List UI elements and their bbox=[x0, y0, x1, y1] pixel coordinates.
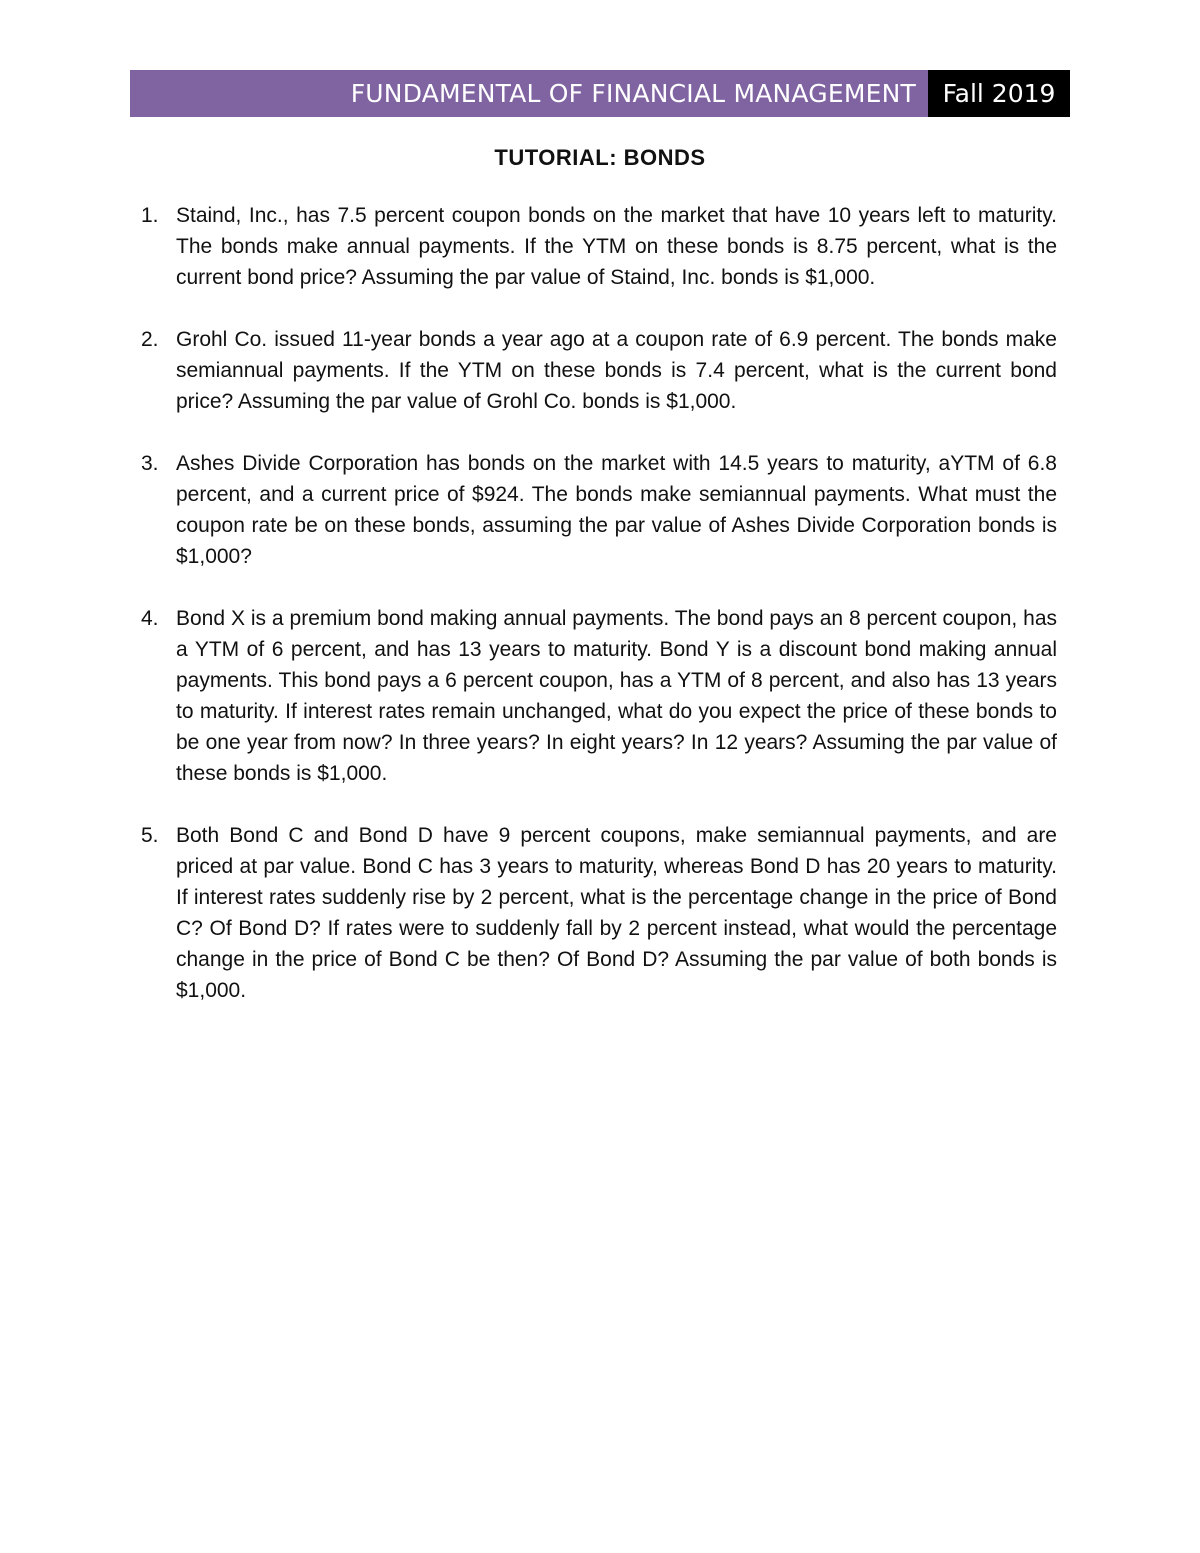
course-title: FUNDAMENTAL OF FINANCIAL MANAGEMENT bbox=[350, 79, 916, 108]
question-item bbox=[141, 603, 1057, 789]
question-number: 5. bbox=[141, 824, 159, 847]
question-number: 1. bbox=[141, 204, 159, 227]
page-header bbox=[130, 70, 1070, 117]
question-number: 4. bbox=[141, 607, 159, 630]
question-text: Ashes Divide Corporation has bonds on the market with 14.5 years to maturity, aYTM of 6.8 percent, and a current price of $924. The bonds make semiannual payments. What must the coupon rate be on these bonds, assuming the par value of Ashes Divide Corporation bonds is $1,000? bbox=[176, 452, 1057, 568]
question-text: Bond X is a premium bond making annual payments. The bond pays an 8 percent coupon, has a YTM of 6 percent, and has 13 years to maturity. Bond Y is a discount bond making annual payments. This bond pays a 6 percent coupon, has a YTM of 8 percent, and also has 13 years to maturity. If interest rates remain unchanged, what do you expect the price of these bonds to be one year from now? In three years? In eight years? In 12 years? Assuming the par value of these bonds is $1,000. bbox=[176, 607, 1057, 785]
question-text: Staind, Inc., has 7.5 percent coupon bonds on the market that have 10 years left to maturity. The bonds make annual payments. If the YTM on these bonds is 8.75 percent, what is the current bond price? Assuming the par value of Staind, Inc. bonds is $1,000. bbox=[176, 204, 1057, 289]
question-number: 2. bbox=[141, 328, 159, 351]
question-item bbox=[141, 820, 1057, 1006]
question-item bbox=[141, 448, 1057, 572]
question-text: Both Bond C and Bond D have 9 percent coupons, make semiannual payments, and are priced at par value. Bond C has 3 years to maturity, whereas Bond D has 20 years to maturity. If interest rates suddenly rise by 2 percent, what is the percentage change in the price of Bond C? Of Bond D? If rates were to suddenly fall by 2 percent instead, what would the percentage change in the price of Bond C be then? Of Bond D? Assuming the par value of both bonds is $1,000. bbox=[176, 824, 1057, 1002]
document-title: TUTORIAL: BONDS bbox=[494, 145, 706, 170]
question-list bbox=[141, 200, 1057, 1037]
question-item bbox=[141, 324, 1057, 417]
term-label: Fall 2019 bbox=[942, 79, 1056, 108]
term-band bbox=[928, 70, 1070, 117]
course-title-band bbox=[130, 70, 928, 117]
question-text: Grohl Co. issued 11-year bonds a year ago at a coupon rate of 6.9 percent. The bonds make semiannual payments. If the YTM on these bonds is 7.4 percent, what is the current bond price? Assuming the par value of Grohl Co. bonds is $1,000. bbox=[176, 328, 1057, 413]
question-item bbox=[141, 200, 1057, 293]
question-number: 3. bbox=[141, 452, 159, 475]
